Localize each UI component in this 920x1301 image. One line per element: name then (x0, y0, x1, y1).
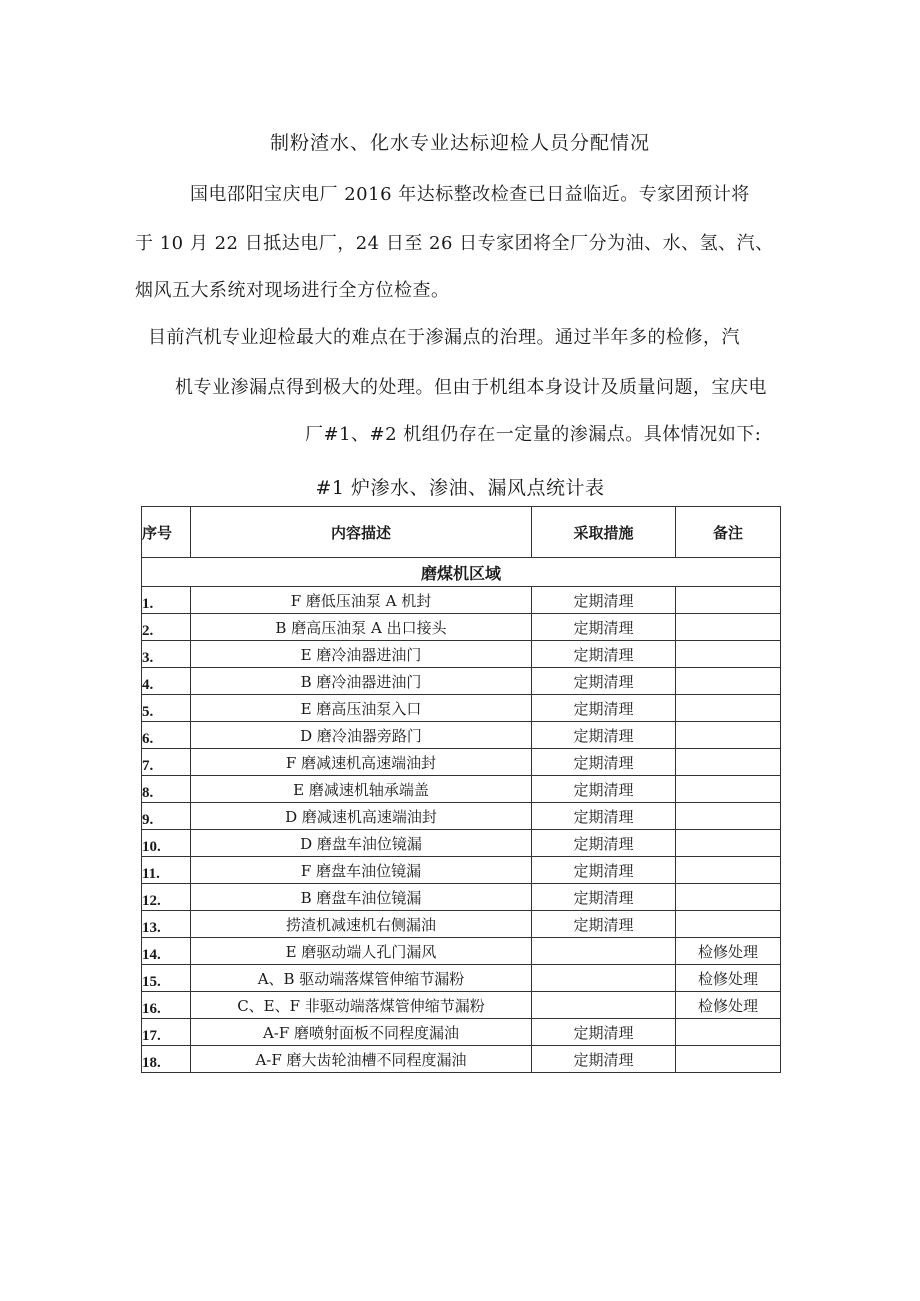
row-num: 18. (142, 1046, 191, 1073)
row-note (676, 884, 781, 911)
row-desc: B 磨高压油泵 A 出口接头 (191, 614, 532, 641)
row-desc: B 磨盘车油位镜漏 (191, 884, 532, 911)
row-note (676, 830, 781, 857)
row-num: 4. (142, 668, 191, 695)
row-note (676, 668, 781, 695)
leak-statistics-table (141, 506, 781, 1073)
paragraph-line-1: 国电邵阳宝庆电厂 2016 年达标整改检查已日益临近。专家团预计将 (190, 184, 750, 205)
row-num: 14. (142, 938, 191, 965)
row-measure: 定期清理 (532, 911, 676, 938)
row-measure: 定期清理 (532, 803, 676, 830)
table-row (142, 803, 781, 830)
row-desc: E 磨减速机轴承端盖 (191, 776, 532, 803)
paragraph-line-4: 目前汽机专业迎检最大的难点在于渗漏点的治理。通过半年多的检修，汽 (148, 327, 740, 348)
row-num: 1. (142, 587, 191, 614)
header-note: 备注 (676, 507, 781, 558)
row-measure (532, 938, 676, 965)
row-note (676, 803, 781, 830)
row-num: 2. (142, 614, 191, 641)
row-num: 3. (142, 641, 191, 668)
row-note (676, 776, 781, 803)
table-row (142, 695, 781, 722)
table-row (142, 911, 781, 938)
row-note: 检修处理 (676, 965, 781, 992)
row-desc: E 磨冷油器进油门 (191, 641, 532, 668)
paragraph-line-2: 于 10 月 22 日抵达电厂，24 日至 26 日专家团将全厂分为油、水、氢、汽、 (135, 233, 774, 254)
table-row (142, 641, 781, 668)
row-desc: A、B 驱动端落煤管伸缩节漏粉 (191, 965, 532, 992)
row-note (676, 911, 781, 938)
row-note: 检修处理 (676, 992, 781, 1019)
row-num: 11. (142, 857, 191, 884)
row-desc: F 磨盘车油位镜漏 (191, 857, 532, 884)
table-row (142, 965, 781, 992)
row-num: 9. (142, 803, 191, 830)
row-measure: 定期清理 (532, 1019, 676, 1046)
row-measure: 定期清理 (532, 695, 676, 722)
row-desc: B 磨冷油器进油门 (191, 668, 532, 695)
section-row (142, 558, 781, 587)
row-note (676, 749, 781, 776)
paragraph-line-3: 烟风五大系统对现场进行全方位检查。 (135, 280, 450, 301)
row-desc: E 磨驱动端人孔门漏风 (191, 938, 532, 965)
row-note (676, 1019, 781, 1046)
row-desc: 捞渣机减速机右侧漏油 (191, 911, 532, 938)
table-row (142, 776, 781, 803)
row-desc: A-F 磨喷射面板不同程度漏油 (191, 1019, 532, 1046)
row-measure: 定期清理 (532, 830, 676, 857)
row-note: 检修处理 (676, 938, 781, 965)
row-num: 12. (142, 884, 191, 911)
row-num: 7. (142, 749, 191, 776)
row-measure: 定期清理 (532, 668, 676, 695)
row-num: 16. (142, 992, 191, 1019)
header-measure: 采取措施 (532, 507, 676, 558)
row-num: 17. (142, 1019, 191, 1046)
table-row (142, 1019, 781, 1046)
table-row (142, 857, 781, 884)
row-num: 5. (142, 695, 191, 722)
table-row (142, 830, 781, 857)
row-measure: 定期清理 (532, 857, 676, 884)
row-measure: 定期清理 (532, 884, 676, 911)
row-desc: A-F 磨大齿轮油槽不同程度漏油 (191, 1046, 532, 1073)
row-measure: 定期清理 (532, 749, 676, 776)
row-measure: 定期清理 (532, 776, 676, 803)
paragraph-line-6: 厂#1、#2 机组仍存在一定量的渗漏点。具体情况如下: (305, 424, 762, 445)
table-row (142, 1046, 781, 1073)
row-desc: D 磨盘车油位镜漏 (191, 830, 532, 857)
table-row (142, 884, 781, 911)
table-row (142, 614, 781, 641)
row-num: 6. (142, 722, 191, 749)
table-row (142, 992, 781, 1019)
row-num: 8. (142, 776, 191, 803)
table-row (142, 938, 781, 965)
row-desc: F 磨低压油泵 A 机封 (191, 587, 532, 614)
row-note (676, 722, 781, 749)
row-measure: 定期清理 (532, 614, 676, 641)
row-num: 10. (142, 830, 191, 857)
row-measure (532, 992, 676, 1019)
row-note (676, 641, 781, 668)
row-measure: 定期清理 (532, 1046, 676, 1073)
section-label: 磨煤机区域 (142, 558, 781, 587)
paragraph-line-5: 机专业渗漏点得到极大的处理。但由于机组本身设计及质量问题，宝庆电 (175, 377, 767, 398)
row-desc: D 磨减速机高速端油封 (191, 803, 532, 830)
row-measure: 定期清理 (532, 722, 676, 749)
header-num: 序号 (142, 507, 191, 558)
row-note (676, 614, 781, 641)
row-measure: 定期清理 (532, 587, 676, 614)
row-note (676, 587, 781, 614)
row-num: 15. (142, 965, 191, 992)
row-desc: D 磨冷油器旁路门 (191, 722, 532, 749)
row-desc: C、E、F 非驱动端落煤管伸缩节漏粉 (191, 992, 532, 1019)
table-row (142, 668, 781, 695)
row-measure: 定期清理 (532, 641, 676, 668)
table-row (142, 749, 781, 776)
row-num: 13. (142, 911, 191, 938)
row-measure (532, 965, 676, 992)
table-header-row (142, 507, 781, 558)
table-row (142, 722, 781, 749)
row-note (676, 695, 781, 722)
row-desc: E 磨高压油泵入口 (191, 695, 532, 722)
row-note (676, 1046, 781, 1073)
table-row (142, 587, 781, 614)
row-note (676, 857, 781, 884)
header-desc: 内容描述 (191, 507, 532, 558)
row-desc: F 磨减速机高速端油封 (191, 749, 532, 776)
document-title: 制粉渣水、化水专业达标迎检人员分配情况 (269, 132, 650, 154)
table-title: #1 炉渗水、渗油、漏风点统计表 (315, 477, 605, 499)
